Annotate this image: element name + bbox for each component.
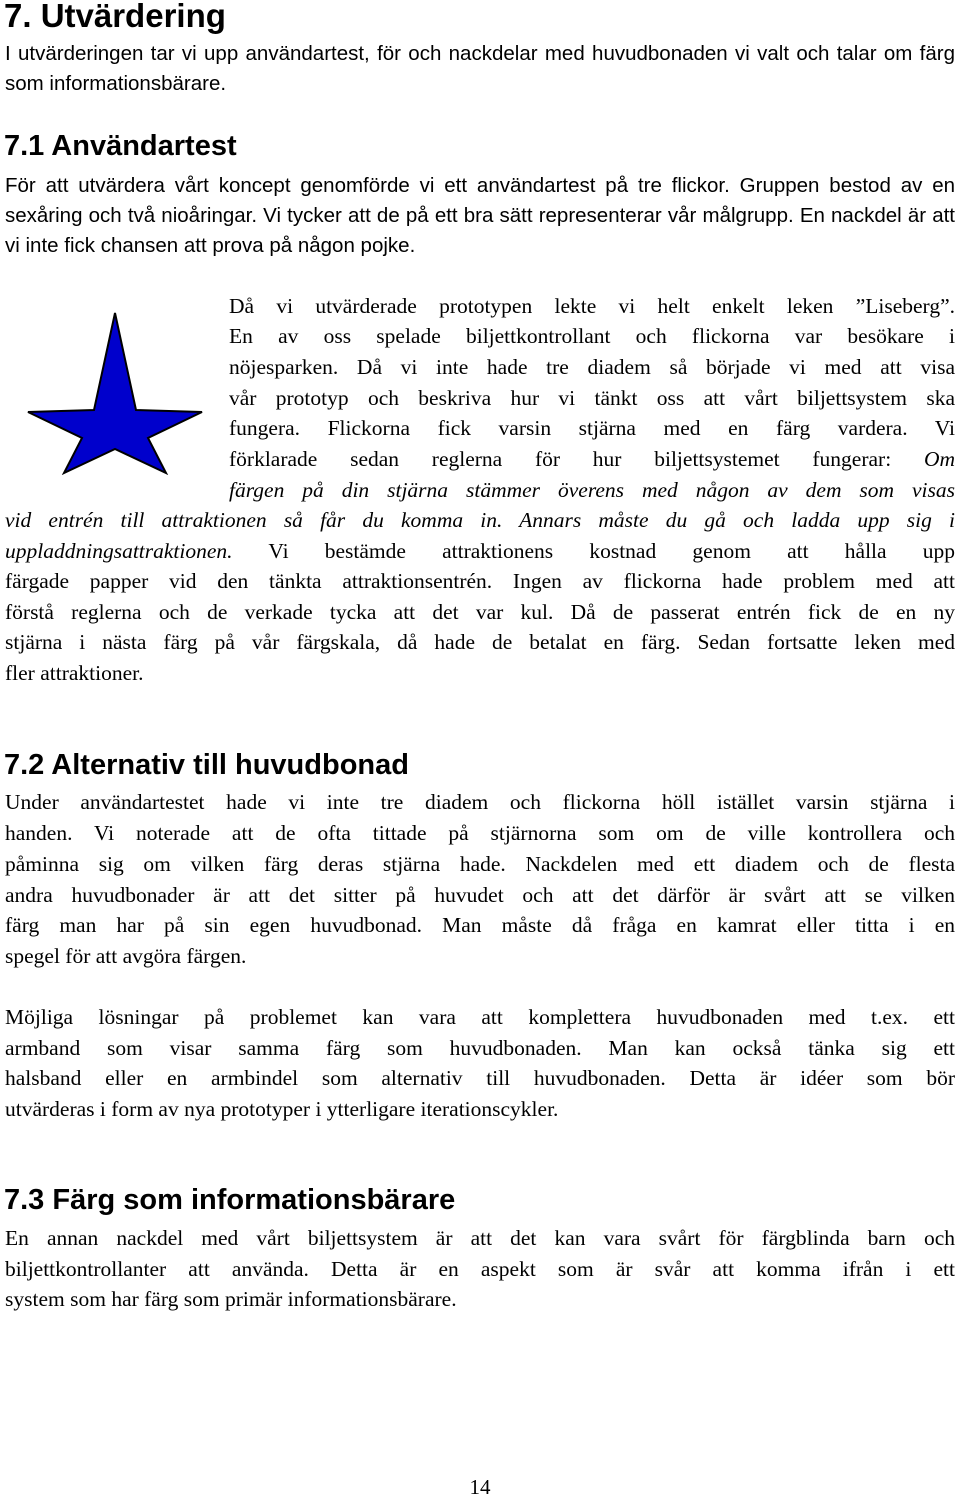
section-7-1-paragraph: För att utvärdera vårt koncept genomförde vi ett användartest på tre flickor. Gruppen bestod av en sexåring och två nioåringar. Vi tycker att de på ett bra sätt representerar vår målgrupp. En nackdel är att vi inte fick chansen att prova på någon pojke. [5,174,955,257]
body-line-9-italic: uppladdningsattraktionen. [5,539,233,563]
body-line-9 [5,536,955,566]
s73-line-2: biljettkontrollanter att använda. Detta är en aspekt som är svår att komma ifrån i ett [5,1257,955,1281]
wrap-line-3: nöjesparken. Då vi inte hade tre diadem så började vi med att visa [229,355,955,379]
s73-line-1: En annan nackdel med vårt biljettsystem är att det kan vara svårt för färgblinda barn och [5,1226,955,1250]
s72-line-3: påminna sig om vilken färg deras stjärna hade. Nackdelen med ett diadem och de flesta [5,852,955,876]
body-line-12: stjärna i nästa färg på vår färgskala, då hade de betalat en färg. Sedan fortsatte leken med [5,630,955,654]
page-number: 14 [469,1475,491,1499]
wrap-line-7: färgen på din stjärna stämmer överens med någon av dem som visas [229,478,955,502]
body-line-10: färgade papper vid den tänkta attraktionsentrén. Ingen av flickorna hade problem med att [5,569,955,593]
wrap-line-6-text: förklarade sedan reglerna för hur biljettsystemet fungerar: [229,447,924,471]
wrap-line-2: En av oss spelade biljettkontrollant och flickorna var besökare i [229,324,955,348]
s72-line-6: spegel för att avgöra färgen. [5,944,247,968]
s72-p2-line-3: halsband eller en armbindel som alternativ till huvudbonaden. Detta är idéer som bör [5,1066,955,1090]
section-7-3-title: 7.3 Färg som informationsbärare [4,1184,456,1216]
body-line-11: förstå reglerna och de verkade tycka att det var kul. Då de passerat entrén fick de en ny [5,600,955,624]
s72-p2-line-4: utvärderas i form av nya prototyper i ytterligare iterationscykler. [5,1097,559,1121]
wrap-line-1: Då vi utvärderade prototypen lekte vi helt enkelt leken ”Liseberg”. [229,294,955,318]
wrap-line-5: fungera. Flickorna fick varsin stjärna med en färg vardera. Vi [229,416,955,440]
star-icon [26,310,204,475]
body-line-8: vid entrén till attraktionen så får du komma in. Annars måste du gå och ladda upp sig i [5,508,955,532]
chapter-heading: 7. Utvärdering [4,0,226,34]
s72-line-4: andra huvudbonader är att det sitter på huvudet och att det därför är svårt att se vilken [5,883,955,907]
wrap-line-6-italic: Om [923,447,955,471]
wrap-line-6 [229,444,955,474]
intro-paragraph: I utvärderingen tar vi upp användartest, för och nackdelar med huvudbonaden vi valt och talar om färg som informationsbärare. [5,42,955,95]
s72-p2-line-2: armband som visar samma färg som huvudbonaden. Man kan också tänka sig ett [5,1036,955,1060]
s72-p2-line-1: Möjliga lösningar på problemet kan vara att komplettera huvudbonaden med t.ex. ett [5,1005,955,1029]
s72-line-1: Under användartestet hade vi inte tre diadem och flickorna höll istället varsin stjärna i [5,790,955,814]
s72-line-2: handen. Vi noterade att de ofta tittade på stjärnorna som om de ville kontrollera och [5,821,955,845]
s72-line-5: färg man har på sin egen huvudbonad. Man måste då fråga en kamrat eller titta i en [5,913,955,937]
wrap-line-4: vår prototyp och beskriva hur vi tänkt oss att vårt biljettsystem ska [229,386,955,410]
s73-line-3: system som har färg som primär informationsbärare. [5,1287,457,1311]
section-7-2-title: 7.2 Alternativ till huvudbonad [4,749,409,781]
body-line-13: fler attraktioner. [5,661,144,685]
section-7-1-title: 7.1 Användartest [4,130,237,162]
body-line-9-text: Vi bestämde attraktionens kostnad genom att hålla upp [232,539,955,563]
star-shape [28,313,202,473]
